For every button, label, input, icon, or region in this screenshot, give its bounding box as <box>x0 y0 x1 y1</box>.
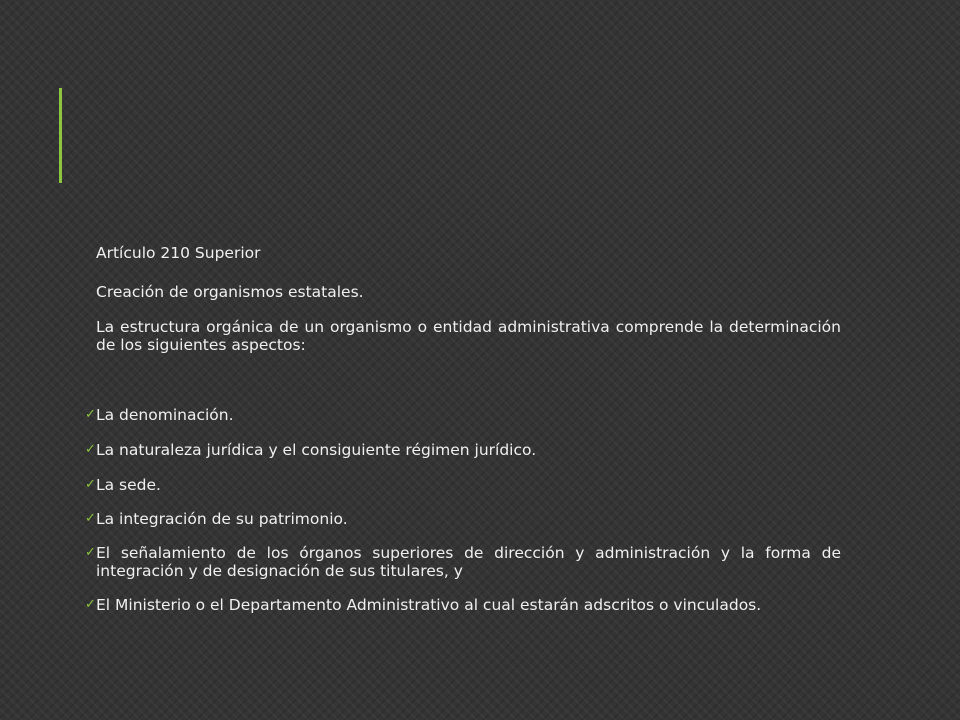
list-item-text: La denominación. <box>96 406 234 424</box>
checkmark-icon: ✓ <box>85 511 96 526</box>
list-item-text: El Ministerio o el Departamento Administrativo al cual estarán adscritos o vinculados. <box>96 596 762 614</box>
checkmark-icon: ✓ <box>85 407 96 422</box>
aspects-list <box>86 406 841 614</box>
checkmark-icon: ✓ <box>85 442 96 457</box>
list-item <box>86 510 841 528</box>
article-subtitle: Creación de organismos estatales. <box>96 283 364 301</box>
checkmark-icon: ✓ <box>85 597 96 612</box>
list-item <box>86 476 841 494</box>
article-title: Artículo 210 Superior <box>96 244 261 262</box>
list-item-text: La integración de su patrimonio. <box>96 510 348 528</box>
list-item <box>86 596 841 614</box>
list-item <box>86 544 841 580</box>
list-item-text: La sede. <box>96 476 161 494</box>
list-item <box>86 441 841 459</box>
intro-paragraph: La estructura orgánica de un organismo o entidad administrativa comprende la determinación de los siguientes aspectos: <box>96 318 841 354</box>
list-item-text: La naturaleza jurídica y el consiguiente régimen jurídico. <box>96 441 537 459</box>
accent-bar <box>59 88 62 183</box>
checkmark-icon: ✓ <box>85 477 96 492</box>
checkmark-icon: ✓ <box>85 545 96 560</box>
list-item <box>86 406 841 424</box>
list-item-text: El señalamiento de los órganos superiores de dirección y administración y la forma de integración y de designación de sus titulares, y <box>96 544 841 580</box>
